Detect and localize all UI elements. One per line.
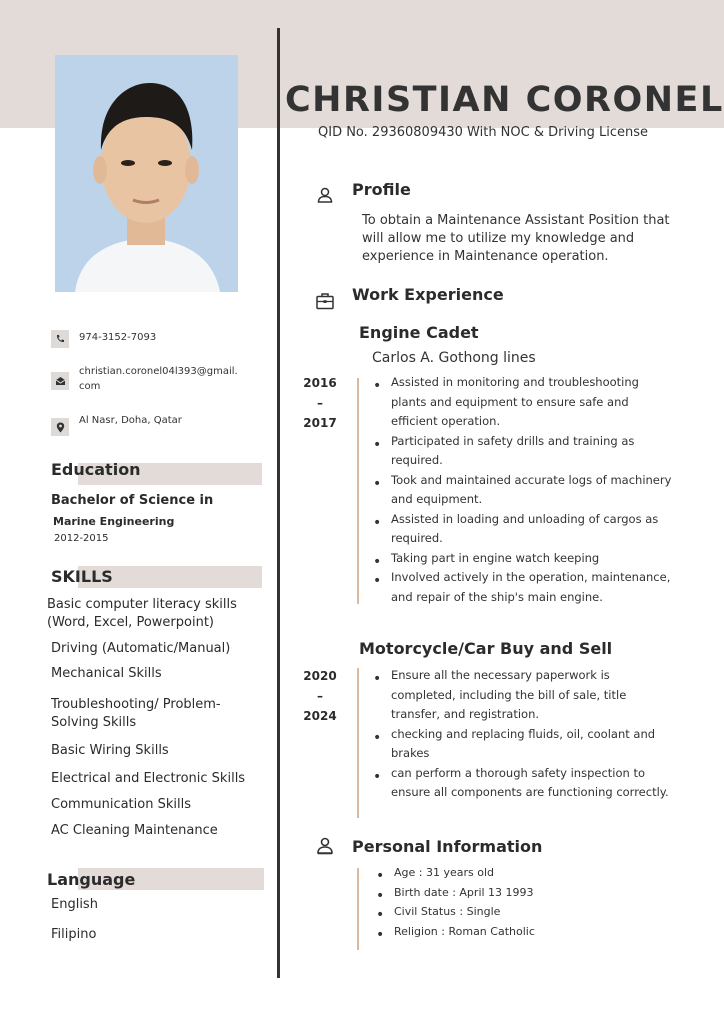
candidate-name: CHRISTIAN CORONEL	[285, 80, 724, 120]
job-end-year: 2017	[303, 416, 337, 430]
skill-item: AC Cleaning Maintenance	[51, 823, 218, 838]
mail-icon	[51, 372, 69, 390]
skill-item: Basic computer literacy skills (Word, Excel, Powerpoint)	[47, 597, 237, 630]
contact-address	[51, 413, 254, 436]
portrait-image	[55, 55, 238, 292]
location-pin-icon	[51, 418, 69, 436]
job-duties-list	[373, 666, 673, 803]
job-start-year: 2020	[303, 669, 337, 683]
job-duty: • Involved actively in the operation, maintenance, and repair of the ship's main engine.	[373, 568, 673, 607]
job-duty: • Assisted in loading and unloading of cargos as required.	[373, 510, 673, 549]
skills-heading: SKILLS	[51, 567, 113, 586]
contact-email	[51, 364, 254, 394]
skill-item: Electrical and Electronic Skills	[51, 771, 246, 786]
job-duty: • Taking part in engine watch keeping	[373, 549, 673, 569]
job-duty: • Took and maintained accurate logs of machinery and equipment.	[373, 471, 673, 510]
skill-item: Mechanical Skills	[51, 666, 162, 681]
job-year-dash: –	[317, 689, 323, 703]
education-major: Marine Engineering	[53, 515, 175, 528]
job-start-year: 2016	[303, 376, 337, 390]
skill-item: Troubleshooting/ Problem-Solving Skills	[51, 697, 221, 730]
address: Al Nasr, Doha, Qatar	[79, 415, 182, 426]
personal-info-item: • Religion : Roman Catholic	[376, 922, 676, 942]
education-years: 2012-2015	[54, 533, 109, 544]
work-experience-heading: Work Experience	[352, 285, 504, 304]
profile-text: To obtain a Maintenance Assistant Position that will allow me to utilize my knowledge and experience in Maintenance operation.	[362, 213, 670, 264]
profile-photo	[55, 55, 238, 292]
job-company: Carlos A. Gothong lines	[372, 350, 536, 366]
person-badge-icon	[315, 836, 335, 856]
skill-item: Driving (Automatic/Manual)	[51, 641, 231, 656]
skill-item: Communication Skills	[51, 797, 191, 812]
job-duty: • Participated in safety drills and training as required.	[373, 432, 673, 471]
job-duty: • Assisted in monitoring and troubleshooting plants and equipment to ensure safe and efficient operation.	[373, 373, 673, 432]
personal-info-item: • Age : 31 years old	[376, 863, 676, 883]
skill-item: Basic Wiring Skills	[51, 743, 169, 758]
job-end-year: 2024	[303, 709, 337, 723]
timeline-line	[357, 868, 359, 950]
language-heading: Language	[47, 870, 136, 889]
email-address[interactable]: christian.coronel04l393@gmail. com	[79, 366, 238, 392]
contact-phone	[51, 330, 254, 348]
language-item: Filipino	[51, 927, 97, 942]
personal-info-item: • Birth date : April 13 1993	[376, 883, 676, 903]
personal-info-heading: Personal Information	[352, 837, 543, 856]
job-title: Motorcycle/Car Buy and Sell	[359, 639, 613, 658]
timeline-line	[357, 668, 359, 818]
profile-heading: Profile	[352, 180, 411, 199]
phone-icon	[51, 330, 69, 348]
timeline-line	[357, 378, 359, 604]
job-duties-list	[373, 373, 673, 607]
job-title: Engine Cadet	[359, 323, 479, 342]
job-duty: • checking and replacing fluids, oil, coolant and brakes	[373, 725, 673, 764]
vertical-divider	[277, 28, 280, 978]
education-heading: Education	[51, 460, 141, 479]
education-degree: Bachelor of Science in	[51, 493, 214, 508]
personal-info-item: • Civil Status : Single	[376, 902, 676, 922]
qid-line: QID No. 29360809430 With NOC & Driving License	[318, 125, 649, 140]
job-duty: • Ensure all the necessary paperwork is completed, including the bill of sale, title transfer, and registration.	[373, 666, 673, 725]
language-item: English	[51, 897, 98, 912]
job-duty: • can perform a thorough safety inspection to ensure all components are functioning correctly.	[373, 764, 673, 803]
briefcase-icon	[315, 291, 335, 311]
phone-number: 974-3152-7093	[79, 332, 157, 343]
person-icon	[315, 185, 335, 205]
personal-info-list	[376, 863, 676, 941]
job-year-dash: –	[317, 396, 323, 410]
